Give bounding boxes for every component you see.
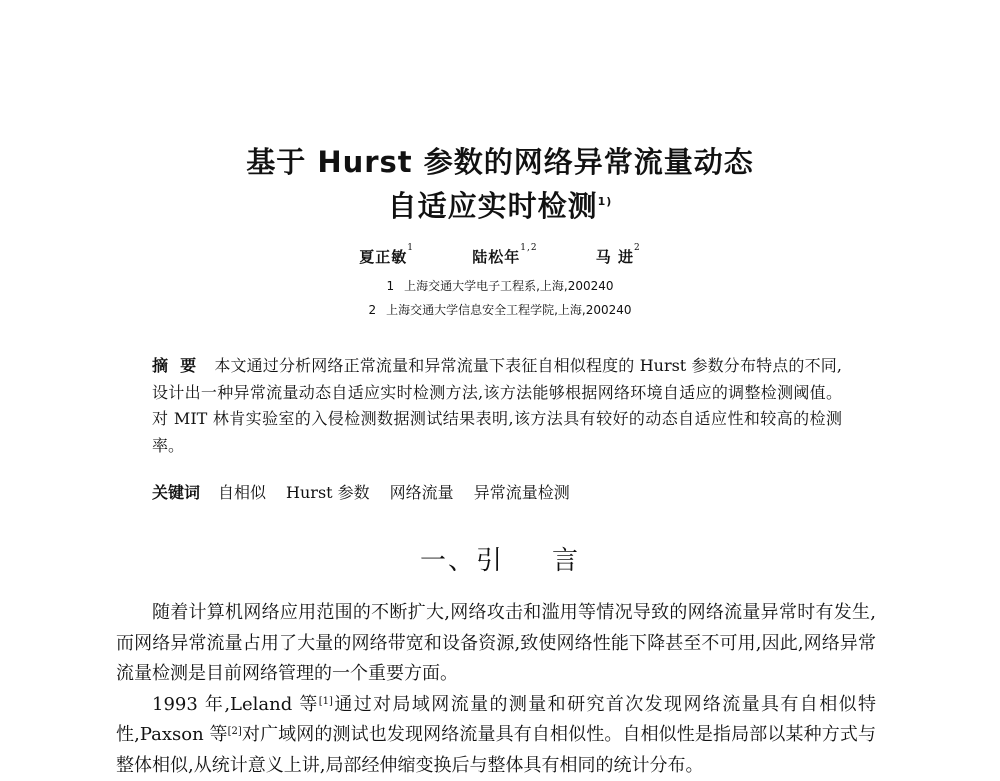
section-heading-title: 言	[552, 546, 580, 576]
keywords	[152, 480, 842, 506]
abstract	[152, 353, 842, 459]
author	[596, 246, 641, 267]
title-line-1: 基于 Hurst 参数的网络异常流量动态	[0, 140, 1000, 184]
paragraph-text: 1993 年,Leland 等	[152, 694, 319, 715]
affiliation	[0, 301, 1000, 318]
paragraph	[116, 690, 876, 781]
keyword: Hurst 参数	[286, 483, 370, 502]
author-name: 马 进	[596, 248, 634, 266]
paragraph-text: 通过对局域网流量的测量和研究首次发现网络流量具有自相似特性,Paxson 等	[116, 694, 876, 746]
author	[472, 246, 537, 267]
section-heading	[0, 540, 1000, 577]
affiliation-number: 2	[368, 303, 376, 317]
author	[359, 246, 414, 267]
keywords-label: 关键词	[152, 483, 200, 502]
title-footnote-mark: 1)	[598, 195, 613, 208]
author-name: 陆松年	[472, 248, 520, 266]
affiliation-text: 上海交通大学信息安全工程学院,上海,200240	[386, 303, 631, 317]
author-affiliation-mark: 1	[407, 243, 414, 253]
affiliation-text: 上海交通大学电子工程系,上海,200240	[404, 279, 613, 293]
author-list	[0, 246, 1000, 267]
affiliation-number: 1	[386, 279, 394, 293]
author-affiliation-mark: 1,2	[520, 243, 537, 253]
section-heading-number: 一、引	[420, 546, 504, 576]
citation: [2]	[228, 726, 242, 737]
title-line-2	[0, 184, 1000, 228]
abstract-label: 摘要	[152, 356, 208, 375]
keyword: 异常流量检测	[474, 483, 570, 502]
keyword: 网络流量	[390, 483, 454, 502]
author-affiliation-mark: 2	[634, 243, 641, 253]
affiliation	[0, 277, 1000, 294]
keyword: 自相似	[218, 483, 266, 502]
body-text	[116, 598, 876, 781]
title-line-2-text: 自适应实时检测	[388, 189, 598, 223]
abstract-text: 本文通过分析网络正常流量和异常流量下表征自相似程度的 Hurst 参数分布特点的不同,设计出一种异常流量动态自适应实时检测方法,该方法能够根据网络环境自适应的调整检测阈值。对 MIT 林肯实验室的入侵检测数据测试结果表明,该方法具有较好的动态自适应性和较高的检测率。	[152, 356, 842, 455]
paragraph: 随着计算机网络应用范围的不断扩大,网络攻击和滥用等情况导致的网络流量异常时有发生,而网络异常流量占用了大量的网络带宽和设备资源,致使网络性能下降甚至不可用,因此,网络异常流量检测是目前网络管理的一个重要方面。	[116, 598, 876, 690]
paper-title	[0, 140, 1000, 228]
citation: [1]	[319, 696, 333, 707]
paragraph-text: 对广域网的测试也发现网络流量具有自相似性。自相似性是指局部以某种方式与整体相似,从统计意义上讲,局部经伸缩变换后与整体具有相同的统计分布。	[116, 724, 876, 776]
author-name: 夏正敏	[359, 248, 407, 266]
